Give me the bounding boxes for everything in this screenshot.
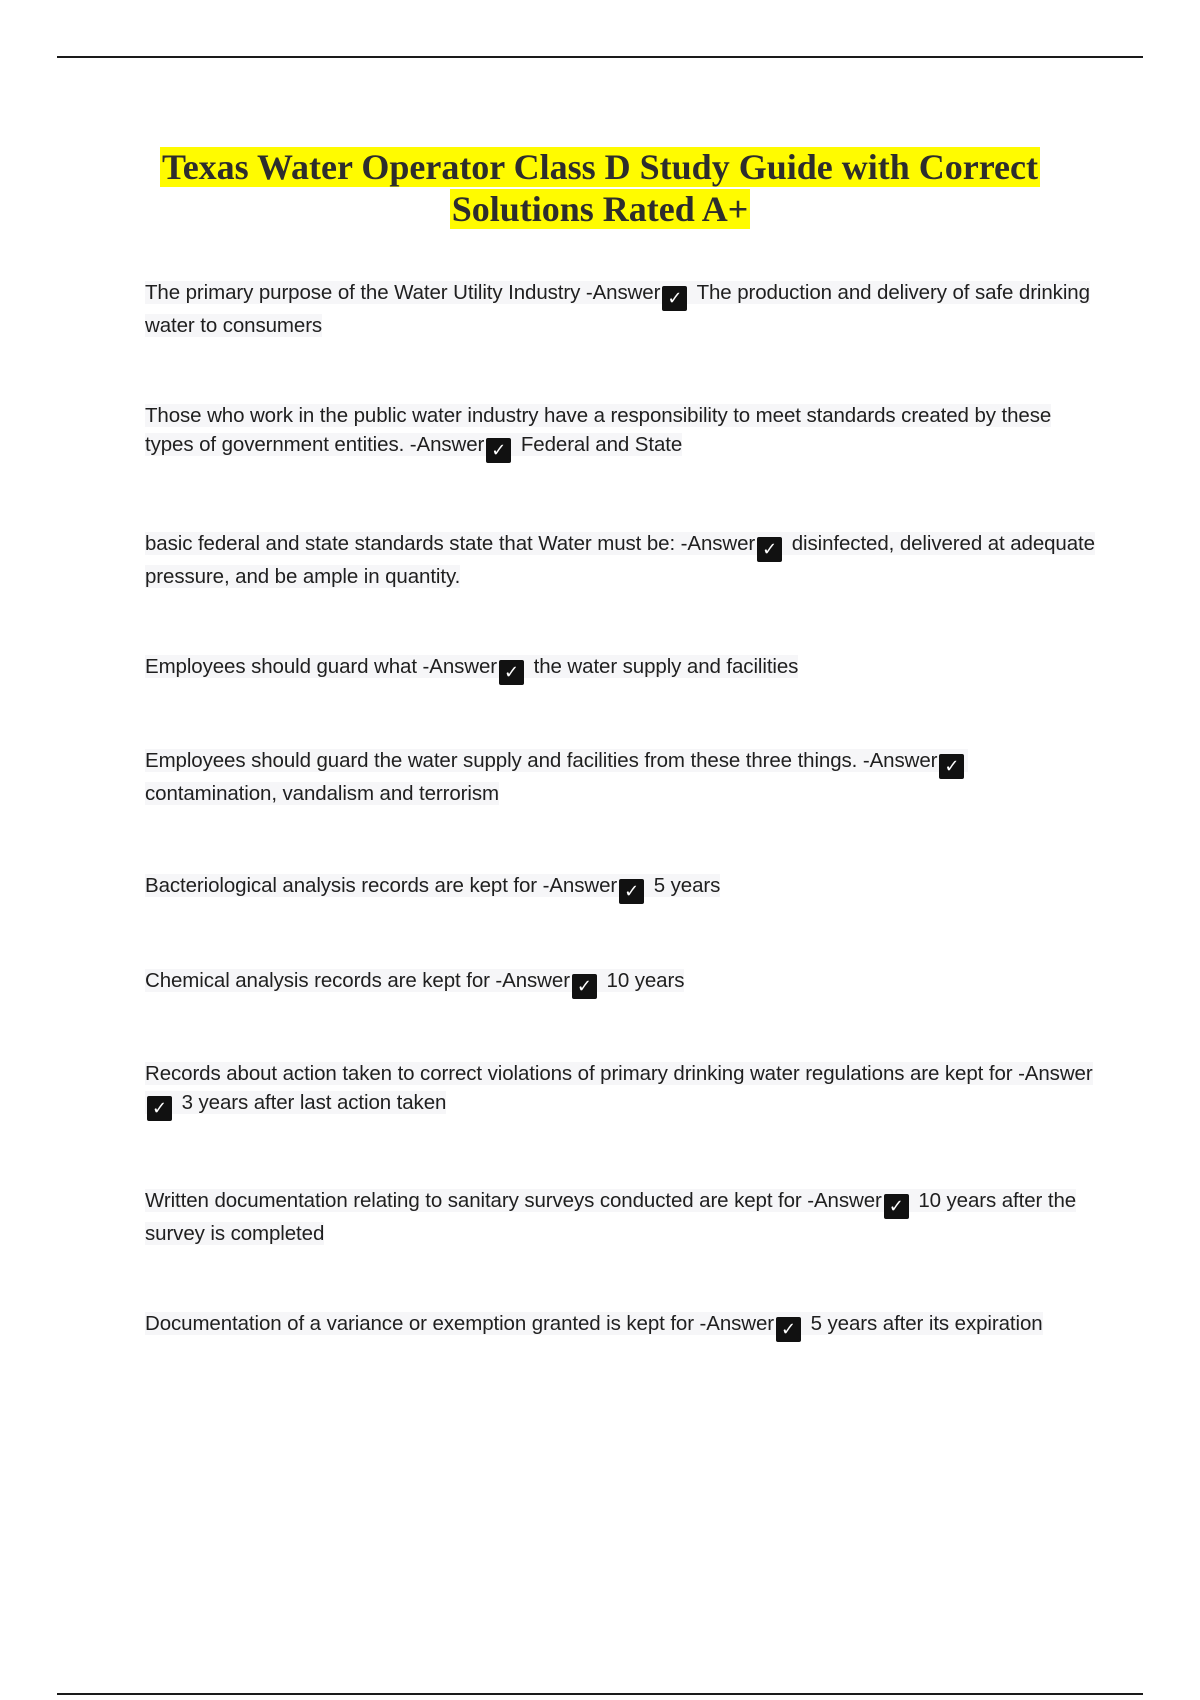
qa-item-3 — [145, 529, 1095, 591]
qa-item-5 — [145, 746, 1095, 808]
check-box-icon: ✓ — [776, 1317, 801, 1342]
question-text: The primary purpose of the Water Utility Industry -Answer — [145, 281, 661, 304]
qa-item-7 — [145, 966, 1095, 999]
question-text: Written documentation relating to sanitary surveys conducted are kept for -Answer — [145, 1189, 882, 1212]
bottom-rule — [57, 1693, 1143, 1695]
page-title — [100, 146, 1100, 230]
answer-text: contamination, vandalism and terrorism — [145, 782, 499, 805]
question-text: Chemical analysis records are kept for -Answer — [145, 969, 570, 992]
question-text: Those who work in the public water industry have a responsibility to meet standards created by these types of government entities. -Answer — [145, 404, 1052, 456]
check-box-icon: ✓ — [757, 537, 782, 562]
question-text: basic federal and state standards state that Water must be: -Answer — [145, 532, 756, 555]
question-text: Bacteriological analysis records are kept for -Answer — [145, 874, 618, 897]
question-text: Employees should guard the water supply and facilities from these three things. -Answer — [145, 749, 938, 772]
qa-item-1 — [145, 278, 1095, 340]
answer-text: Federal and State — [520, 433, 683, 456]
question-text: Documentation of a variance or exemption granted is kept for -Answer — [145, 1312, 775, 1335]
check-box-icon: ✓ — [486, 438, 511, 463]
answer-text: disinfected, delivered at adequate pressure, and be ample in quantity. — [145, 532, 1095, 588]
qa-item-8 — [145, 1059, 1095, 1121]
answer-text: 10 years after the survey is completed — [145, 1189, 1077, 1245]
top-rule — [57, 56, 1143, 58]
question-text: Records about action taken to correct violations of primary drinking water regulations are kept for -Answer — [145, 1062, 1093, 1085]
answer-text: 5 years after its expiration — [810, 1312, 1043, 1335]
check-box-icon: ✓ — [499, 660, 524, 685]
qa-item-2 — [145, 401, 1095, 463]
title-block — [100, 146, 1100, 230]
qa-item-10 — [145, 1309, 1095, 1342]
check-box-icon: ✓ — [662, 286, 687, 311]
answer-text: 5 years — [653, 874, 721, 897]
title-highlight: Texas Water Operator Class D Study Guide with Correct Solutions Rated A+ — [161, 147, 1038, 229]
answer-text: 10 years — [606, 969, 685, 992]
qa-item-9 — [145, 1186, 1095, 1248]
check-box-icon: ✓ — [572, 974, 597, 999]
check-box-icon: ✓ — [884, 1194, 909, 1219]
check-box-icon: ✓ — [147, 1096, 172, 1121]
qa-item-6 — [145, 871, 1095, 904]
answer-text: 3 years after last action taken — [181, 1091, 447, 1114]
check-box-icon: ✓ — [619, 879, 644, 904]
qa-item-4 — [145, 652, 1095, 685]
question-text: Employees should guard what -Answer — [145, 655, 498, 678]
answer-text: the water supply and facilities — [533, 655, 799, 678]
answer-text: The production and delivery of safe drinking water to consumers — [145, 281, 1090, 337]
check-box-icon: ✓ — [939, 754, 964, 779]
